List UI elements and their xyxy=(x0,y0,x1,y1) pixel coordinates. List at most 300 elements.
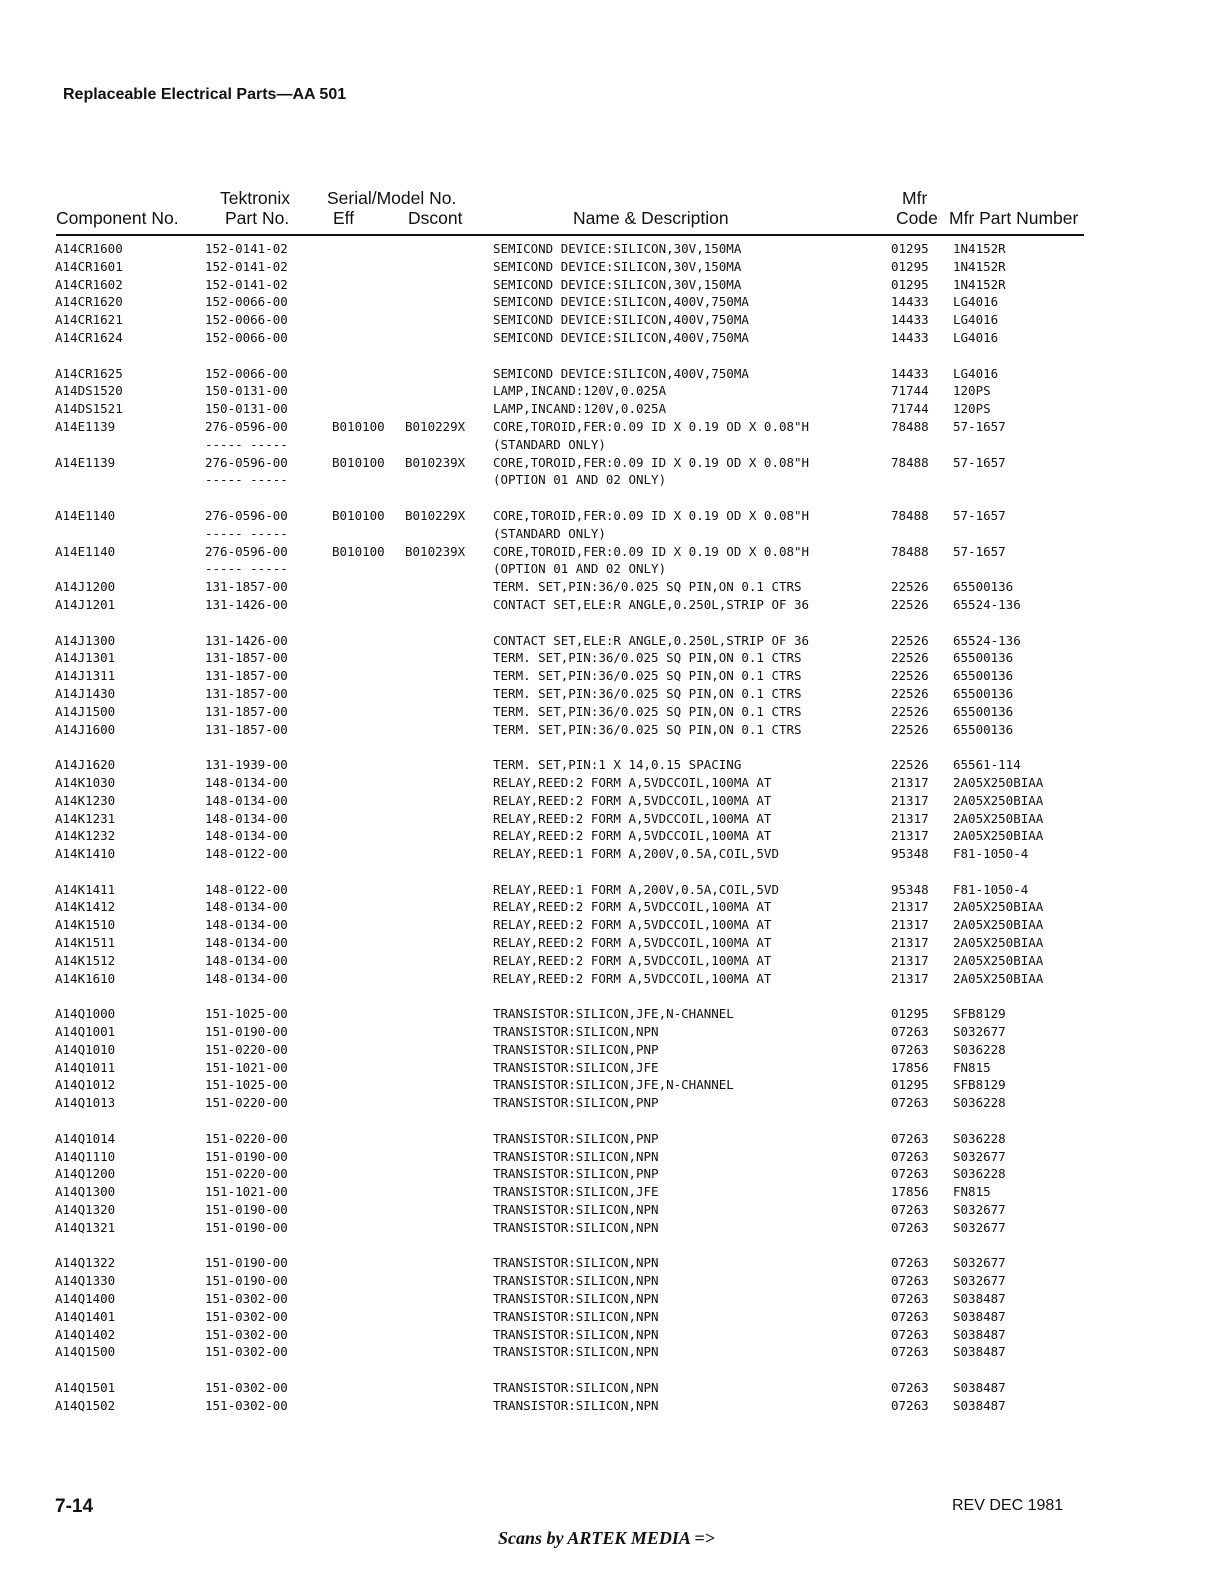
table-row xyxy=(0,952,1230,970)
header-rule xyxy=(56,234,1084,236)
revision-date: REV DEC 1981 xyxy=(952,1497,1064,1514)
mfr-code: 95348 xyxy=(891,846,929,862)
description: TRANSISTOR:SILICON,NPN xyxy=(493,1344,659,1360)
part-no: 151-0220-00 xyxy=(205,1095,288,1111)
table-row xyxy=(0,1290,1230,1308)
table-row xyxy=(0,632,1230,650)
component-no: A14J1600 xyxy=(55,721,116,737)
component-no: A14Q1321 xyxy=(55,1219,116,1235)
description: TRANSISTOR:SILICON,NPN xyxy=(493,1255,659,1271)
table-row xyxy=(0,1308,1230,1326)
component-no: A14DS1521 xyxy=(55,401,123,417)
component-no: A14CR1600 xyxy=(55,241,123,256)
table-row xyxy=(0,774,1230,792)
part-no: 131-1939-00 xyxy=(205,757,288,773)
mfr-part-number: 57-1657 xyxy=(953,507,1006,523)
mfr-code: 07263 xyxy=(891,1380,929,1395)
mfr-part-number: 2A05X250BIAA xyxy=(953,952,1044,968)
serial-eff: B010100 xyxy=(332,507,385,523)
part-no: 131-1857-00 xyxy=(205,579,288,595)
part-no: 152-0141-02 xyxy=(205,258,288,274)
component-no: A14Q1330 xyxy=(55,1273,116,1289)
description: TERM. SET,PIN:36/0.025 SQ PIN,ON 0.1 CTRS xyxy=(493,685,802,701)
description: LAMP,INCAND:120V,0.025A xyxy=(493,401,667,417)
description: TRANSISTOR:SILICON,JFE,N-CHANNEL xyxy=(493,1077,734,1093)
mfr-part-number: S036228 xyxy=(953,1166,1006,1182)
description: TRANSISTOR:SILICON,JFE xyxy=(493,1059,659,1075)
description: TRANSISTOR:SILICON,PNP xyxy=(493,1130,659,1146)
table-row xyxy=(0,703,1230,721)
part-no: 151-0302-00 xyxy=(205,1344,288,1360)
component-no: A14CR1621 xyxy=(55,312,123,328)
component-no: A14K1510 xyxy=(55,917,116,933)
table-row xyxy=(0,596,1230,614)
mfr-part-number: S032677 xyxy=(953,1255,1006,1271)
table-row xyxy=(0,471,1230,489)
mfr-part-number: 120PS xyxy=(953,401,991,417)
description: RELAY,REED:2 FORM A,5VDCCOIL,100MA AT xyxy=(493,828,772,844)
part-no: 276-0596-00 xyxy=(205,543,288,559)
component-no: A14K1512 xyxy=(55,952,116,968)
description: (STANDARD ONLY) xyxy=(493,525,606,541)
table-row xyxy=(0,1397,1230,1415)
component-no: A14J1430 xyxy=(55,685,116,701)
part-no: 151-0190-00 xyxy=(205,1273,288,1289)
table-row xyxy=(0,685,1230,703)
component-no: A14Q1300 xyxy=(55,1184,116,1200)
col-header-part-no: Part No. xyxy=(225,208,290,228)
serial-eff: B010100 xyxy=(332,454,385,470)
mfr-part-number: S038487 xyxy=(953,1308,1006,1324)
mfr-code: 22526 xyxy=(891,757,929,773)
mfr-code: 07263 xyxy=(891,1308,929,1324)
serial-eff: B010100 xyxy=(332,543,385,559)
mfr-code: 01295 xyxy=(891,258,929,274)
col-header-serial-model: Serial/Model No. xyxy=(327,188,457,208)
table-row xyxy=(0,382,1230,400)
part-no: 276-0596-00 xyxy=(205,418,288,434)
table-row xyxy=(0,1148,1230,1166)
mfr-code: 21317 xyxy=(891,952,929,968)
mfr-part-number: 57-1657 xyxy=(953,454,1006,470)
part-no: 152-0066-00 xyxy=(205,365,288,381)
description: RELAY,REED:1 FORM A,200V,0.5A,COIL,5VD xyxy=(493,846,779,862)
component-no: A14Q1014 xyxy=(55,1130,116,1146)
part-no: 151-0190-00 xyxy=(205,1255,288,1271)
mfr-code: 14433 xyxy=(891,329,929,345)
component-no: A14K1511 xyxy=(55,935,116,951)
component-no: A14K1411 xyxy=(55,881,116,897)
part-no: 131-1857-00 xyxy=(205,668,288,684)
mfr-part-number: S038487 xyxy=(953,1397,1006,1413)
mfr-part-number: 2A05X250BIAA xyxy=(953,917,1044,933)
part-no: 151-0302-00 xyxy=(205,1308,288,1324)
serial-dscont: B010239X xyxy=(405,454,466,470)
part-no: 152-0066-00 xyxy=(205,294,288,310)
mfr-code: 01295 xyxy=(891,1077,929,1093)
mfr-code: 22526 xyxy=(891,632,929,648)
part-no: 131-1426-00 xyxy=(205,596,288,612)
part-no: 148-0134-00 xyxy=(205,917,288,933)
table-row xyxy=(0,454,1230,472)
mfr-part-number: S032677 xyxy=(953,1219,1006,1235)
part-no: 148-0134-00 xyxy=(205,899,288,915)
table-row xyxy=(0,1130,1230,1148)
mfr-part-number: 1N4152R xyxy=(953,258,1006,274)
part-no: ----- ----- xyxy=(205,436,288,452)
table-row xyxy=(0,1165,1230,1183)
part-no: 148-0134-00 xyxy=(205,774,288,790)
description: SEMICOND DEVICE:SILICON,30V,150MA xyxy=(493,241,742,256)
mfr-part-number: S038487 xyxy=(953,1291,1006,1307)
description: TRANSISTOR:SILICON,NPN xyxy=(493,1273,659,1289)
table-row xyxy=(0,276,1230,294)
table-row xyxy=(0,1076,1230,1094)
mfr-part-number: LG4016 xyxy=(953,329,999,345)
mfr-code: 22526 xyxy=(891,579,929,595)
description: RELAY,REED:2 FORM A,5VDCCOIL,100MA AT xyxy=(493,792,772,808)
table-row xyxy=(0,970,1230,988)
mfr-code: 01295 xyxy=(891,1006,929,1022)
mfr-code: 21317 xyxy=(891,828,929,844)
part-no: 150-0131-00 xyxy=(205,401,288,417)
component-no: A14Q1322 xyxy=(55,1255,116,1271)
mfr-part-number: 1N4152R xyxy=(953,241,1006,256)
component-no: A14Q1200 xyxy=(55,1166,116,1182)
col-header-code: Code xyxy=(896,208,938,228)
mfr-code: 01295 xyxy=(891,276,929,292)
component-no: A14E1140 xyxy=(55,543,116,559)
description: RELAY,REED:2 FORM A,5VDCCOIL,100MA AT xyxy=(493,935,772,951)
part-no: 151-1021-00 xyxy=(205,1184,288,1200)
mfr-code: 07263 xyxy=(891,1397,929,1413)
table-row xyxy=(0,1023,1230,1041)
component-no: A14CR1620 xyxy=(55,294,123,310)
part-no: 151-1025-00 xyxy=(205,1077,288,1093)
component-no: A14K1410 xyxy=(55,846,116,862)
component-no: A14Q1012 xyxy=(55,1077,116,1093)
description: SEMICOND DEVICE:SILICON,400V,750MA xyxy=(493,329,749,345)
mfr-part-number: 57-1657 xyxy=(953,543,1006,559)
mfr-code: 07263 xyxy=(891,1219,929,1235)
mfr-part-number: F81-1050-4 xyxy=(953,846,1029,862)
mfr-code: 21317 xyxy=(891,970,929,986)
description: TRANSISTOR:SILICON,JFE xyxy=(493,1184,659,1200)
part-no: 151-1021-00 xyxy=(205,1059,288,1075)
component-no: A14J1300 xyxy=(55,632,116,648)
part-no: 131-1857-00 xyxy=(205,721,288,737)
part-no: 148-0134-00 xyxy=(205,935,288,951)
description: TRANSISTOR:SILICON,NPN xyxy=(493,1291,659,1307)
description: SEMICOND DEVICE:SILICON,400V,750MA xyxy=(493,312,749,328)
component-no: A14J1500 xyxy=(55,703,116,719)
table-row xyxy=(0,1183,1230,1201)
table-row xyxy=(0,365,1230,383)
mfr-part-number: FN815 xyxy=(953,1059,991,1075)
col-header-eff: Eff xyxy=(333,208,355,228)
mfr-part-number: S032677 xyxy=(953,1202,1006,1218)
table-row xyxy=(0,293,1230,311)
part-no: 151-0220-00 xyxy=(205,1166,288,1182)
component-no: A14CR1601 xyxy=(55,258,123,274)
mfr-part-number: S036228 xyxy=(953,1095,1006,1111)
mfr-part-number: S032677 xyxy=(953,1024,1006,1040)
description: (OPTION 01 AND 02 ONLY) xyxy=(493,561,667,577)
mfr-code: 07263 xyxy=(891,1148,929,1164)
part-no: 152-0066-00 xyxy=(205,312,288,328)
description: TRANSISTOR:SILICON,PNP xyxy=(493,1041,659,1057)
component-no: A14J1620 xyxy=(55,757,116,773)
table-row xyxy=(0,1059,1230,1077)
col-header-dscont: Dscont xyxy=(408,208,463,228)
part-no: 152-0066-00 xyxy=(205,329,288,345)
component-no: A14Q1011 xyxy=(55,1059,116,1075)
scan-credit: Scans by ARTEK MEDIA => xyxy=(498,1528,715,1548)
part-no: 152-0141-02 xyxy=(205,276,288,292)
description: TRANSISTOR:SILICON,JFE,N-CHANNEL xyxy=(493,1006,734,1022)
part-no: 148-0134-00 xyxy=(205,970,288,986)
component-no: A14Q1402 xyxy=(55,1326,116,1342)
mfr-part-number: 57-1657 xyxy=(953,418,1006,434)
component-no: A14E1139 xyxy=(55,454,116,470)
mfr-code: 07263 xyxy=(891,1255,929,1271)
table-row xyxy=(0,311,1230,329)
description: SEMICOND DEVICE:SILICON,400V,750MA xyxy=(493,365,749,381)
component-no: A14E1139 xyxy=(55,418,116,434)
description: SEMICOND DEVICE:SILICON,30V,150MA xyxy=(493,258,742,274)
mfr-part-number: S038487 xyxy=(953,1344,1006,1360)
part-no: 148-0134-00 xyxy=(205,792,288,808)
mfr-part-number: S032677 xyxy=(953,1148,1006,1164)
component-no: A14DS1520 xyxy=(55,383,123,399)
description: TERM. SET,PIN:36/0.025 SQ PIN,ON 0.1 CTRS xyxy=(493,579,802,595)
table-row xyxy=(0,1379,1230,1397)
table-row xyxy=(0,240,1230,258)
part-no: 148-0134-00 xyxy=(205,828,288,844)
table-row xyxy=(0,721,1230,739)
table-row xyxy=(0,916,1230,934)
mfr-code: 78488 xyxy=(891,454,929,470)
mfr-code: 07263 xyxy=(891,1130,929,1146)
mfr-part-number: FN815 xyxy=(953,1184,991,1200)
mfr-part-number: 65500136 xyxy=(953,650,1014,666)
description: TERM. SET,PIN:36/0.025 SQ PIN,ON 0.1 CTRS xyxy=(493,703,802,719)
component-no: A14E1140 xyxy=(55,507,116,523)
description: TRANSISTOR:SILICON,NPN xyxy=(493,1380,659,1395)
mfr-code: 01295 xyxy=(891,241,929,256)
part-no: 151-0302-00 xyxy=(205,1397,288,1413)
table-row xyxy=(0,560,1230,578)
description: (STANDARD ONLY) xyxy=(493,436,606,452)
mfr-part-number: S038487 xyxy=(953,1326,1006,1342)
mfr-part-number: 65500136 xyxy=(953,721,1014,737)
table-row xyxy=(0,792,1230,810)
col-header-component-no: Component No. xyxy=(56,208,179,228)
component-no: A14J1311 xyxy=(55,668,116,684)
mfr-part-number: 65500136 xyxy=(953,579,1014,595)
component-no: A14Q1013 xyxy=(55,1095,116,1111)
description: TRANSISTOR:SILICON,NPN xyxy=(493,1148,659,1164)
part-no: 131-1857-00 xyxy=(205,685,288,701)
mfr-code: 21317 xyxy=(891,792,929,808)
mfr-part-number: 2A05X250BIAA xyxy=(953,774,1044,790)
component-no: A14Q1401 xyxy=(55,1308,116,1324)
table-row xyxy=(0,525,1230,543)
serial-eff: B010100 xyxy=(332,418,385,434)
component-no: A14K1230 xyxy=(55,792,116,808)
description: TERM. SET,PIN:36/0.025 SQ PIN,ON 0.1 CTRS xyxy=(493,721,802,737)
mfr-part-number: 2A05X250BIAA xyxy=(953,899,1044,915)
mfr-code: 22526 xyxy=(891,668,929,684)
table-row xyxy=(0,881,1230,899)
mfr-part-number: F81-1050-4 xyxy=(953,881,1029,897)
table-row xyxy=(0,667,1230,685)
description: SEMICOND DEVICE:SILICON,30V,150MA xyxy=(493,276,742,292)
column-headers xyxy=(0,188,1230,236)
description: RELAY,REED:2 FORM A,5VDCCOIL,100MA AT xyxy=(493,917,772,933)
description: CORE,TOROID,FER:0.09 ID X 0.19 OD X 0.08"H xyxy=(493,454,810,470)
part-no: 148-0122-00 xyxy=(205,846,288,862)
table-row xyxy=(0,1201,1230,1219)
description: TRANSISTOR:SILICON,NPN xyxy=(493,1202,659,1218)
part-no: 151-0220-00 xyxy=(205,1041,288,1057)
description: RELAY,REED:2 FORM A,5VDCCOIL,100MA AT xyxy=(493,774,772,790)
table-row xyxy=(0,934,1230,952)
mfr-code: 22526 xyxy=(891,596,929,612)
description: RELAY,REED:2 FORM A,5VDCCOIL,100MA AT xyxy=(493,810,772,826)
part-no: 151-1025-00 xyxy=(205,1006,288,1022)
table-row xyxy=(0,543,1230,561)
part-no: 131-1857-00 xyxy=(205,650,288,666)
mfr-code: 21317 xyxy=(891,899,929,915)
mfr-part-number: S036228 xyxy=(953,1130,1006,1146)
table-row xyxy=(0,1005,1230,1023)
description: TRANSISTOR:SILICON,PNP xyxy=(493,1166,659,1182)
mfr-code: 21317 xyxy=(891,774,929,790)
component-no: A14CR1602 xyxy=(55,276,123,292)
mfr-part-number: 1N4152R xyxy=(953,276,1006,292)
table-row xyxy=(0,1326,1230,1344)
part-no: 151-0302-00 xyxy=(205,1291,288,1307)
description: CORE,TOROID,FER:0.09 ID X 0.19 OD X 0.08"H xyxy=(493,418,810,434)
description: TRANSISTOR:SILICON,NPN xyxy=(493,1308,659,1324)
description: RELAY,REED:2 FORM A,5VDCCOIL,100MA AT xyxy=(493,970,772,986)
table-row xyxy=(0,436,1230,454)
part-no: 148-0134-00 xyxy=(205,952,288,968)
mfr-code: 21317 xyxy=(891,935,929,951)
mfr-part-number: 2A05X250BIAA xyxy=(953,935,1044,951)
mfr-part-number: 65500136 xyxy=(953,703,1014,719)
component-no: A14Q1000 xyxy=(55,1006,116,1022)
table-row xyxy=(0,827,1230,845)
part-no: 151-0190-00 xyxy=(205,1219,288,1235)
component-no: A14J1200 xyxy=(55,579,116,595)
mfr-code: 17856 xyxy=(891,1184,929,1200)
component-no: A14Q1500 xyxy=(55,1344,116,1360)
mfr-code: 14433 xyxy=(891,365,929,381)
component-no: A14K1030 xyxy=(55,774,116,790)
mfr-code: 07263 xyxy=(891,1166,929,1182)
table-row xyxy=(0,1343,1230,1361)
mfr-code: 17856 xyxy=(891,1059,929,1075)
component-no: A14K1231 xyxy=(55,810,116,826)
mfr-part-number: LG4016 xyxy=(953,312,999,328)
description: TRANSISTOR:SILICON,NPN xyxy=(493,1219,659,1235)
col-header-mfr-part-number: Mfr Part Number xyxy=(949,208,1079,228)
description: TRANSISTOR:SILICON,NPN xyxy=(493,1326,659,1342)
mfr-code: 78488 xyxy=(891,507,929,523)
description: TERM. SET,PIN:36/0.025 SQ PIN,ON 0.1 CTRS xyxy=(493,650,802,666)
mfr-code: 14433 xyxy=(891,312,929,328)
mfr-code: 22526 xyxy=(891,703,929,719)
table-row xyxy=(0,756,1230,774)
mfr-code: 78488 xyxy=(891,418,929,434)
mfr-part-number: 120PS xyxy=(953,383,991,399)
part-no: ----- ----- xyxy=(205,472,288,488)
part-no: 151-0190-00 xyxy=(205,1202,288,1218)
table-row xyxy=(0,258,1230,276)
description: CONTACT SET,ELE:R ANGLE,0.250L,STRIP OF 36 xyxy=(493,596,810,612)
part-no: 151-0220-00 xyxy=(205,1130,288,1146)
description: TERM. SET,PIN:36/0.025 SQ PIN,ON 0.1 CTRS xyxy=(493,668,802,684)
serial-dscont: B010229X xyxy=(405,507,466,523)
part-no: 148-0134-00 xyxy=(205,810,288,826)
description: LAMP,INCAND:120V,0.025A xyxy=(493,383,667,399)
serial-dscont: B010239X xyxy=(405,543,466,559)
component-no: A14Q1320 xyxy=(55,1202,116,1218)
description: TRANSISTOR:SILICON,PNP xyxy=(493,1095,659,1111)
table-row xyxy=(0,1094,1230,1112)
part-no: ----- ----- xyxy=(205,561,288,577)
mfr-part-number: 2A05X250BIAA xyxy=(953,970,1044,986)
component-no: A14Q1001 xyxy=(55,1024,116,1040)
col-header-mfr: Mfr xyxy=(902,188,928,208)
part-no: 151-0302-00 xyxy=(205,1380,288,1395)
mfr-code: 22526 xyxy=(891,685,929,701)
mfr-part-number: 2A05X250BIAA xyxy=(953,828,1044,844)
table-row xyxy=(0,507,1230,525)
mfr-part-number: 65524-136 xyxy=(953,596,1021,612)
mfr-part-number: LG4016 xyxy=(953,365,999,381)
mfr-code: 07263 xyxy=(891,1202,929,1218)
part-no: 131-1857-00 xyxy=(205,703,288,719)
part-no: 276-0596-00 xyxy=(205,507,288,523)
part-no: ----- ----- xyxy=(205,525,288,541)
part-no: 151-0302-00 xyxy=(205,1326,288,1342)
mfr-code: 22526 xyxy=(891,721,929,737)
mfr-code: 07263 xyxy=(891,1095,929,1111)
description: RELAY,REED:1 FORM A,200V,0.5A,COIL,5VD xyxy=(493,881,779,897)
description: TRANSISTOR:SILICON,NPN xyxy=(493,1397,659,1413)
component-no: A14J1301 xyxy=(55,650,116,666)
table-row xyxy=(0,1254,1230,1272)
page-number: 7-14 xyxy=(55,1496,94,1517)
table-row xyxy=(0,400,1230,418)
table-row xyxy=(0,845,1230,863)
component-no: A14Q1400 xyxy=(55,1291,116,1307)
mfr-code: 21317 xyxy=(891,917,929,933)
mfr-part-number: 65500136 xyxy=(953,668,1014,684)
description: CONTACT SET,ELE:R ANGLE,0.250L,STRIP OF 36 xyxy=(493,632,810,648)
mfr-part-number: 65500136 xyxy=(953,685,1014,701)
mfr-code: 07263 xyxy=(891,1291,929,1307)
mfr-code: 21317 xyxy=(891,810,929,826)
table-row xyxy=(0,578,1230,596)
table-row xyxy=(0,329,1230,347)
description: SEMICOND DEVICE:SILICON,400V,750MA xyxy=(493,294,749,310)
mfr-part-number: LG4016 xyxy=(953,294,999,310)
table-row xyxy=(0,1041,1230,1059)
